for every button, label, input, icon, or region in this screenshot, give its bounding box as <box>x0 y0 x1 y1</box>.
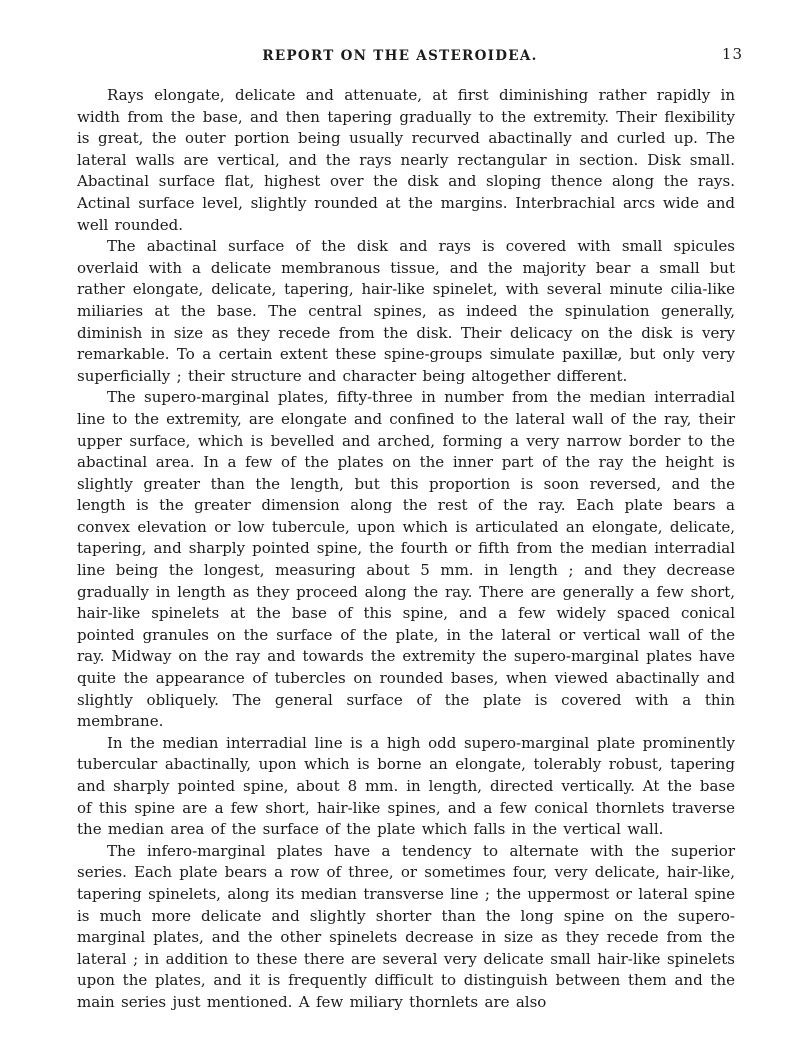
page-header <box>0 45 800 65</box>
paragraph-rays-description: Rays elongate, delicate and attenuate, at first diminishing rather rapidly in width from the base, and then tapering gradually to the extremity. Their flexibility is great, the outer portion being usually recurved abactinally and curled up. The lateral walls are vertical, and the rays nearly rectangular in section. Disk small. Abactinal surface flat, highest over the disk and sloping thence along the rays. Actinal surface level, slightly rounded at the margins. Interbrachial arcs wide and well rounded. <box>77 86 735 234</box>
running-title: REPORT ON THE ASTEROIDEA. <box>262 48 538 64</box>
page-body <box>77 85 735 1014</box>
paragraph-supero-marginal-plates: The supero-marginal plates, fifty-three in number from the median interradial line to the extremity, are elongate and confined to the lateral wall of the ray, their upper surface, which is bevelled and arched, forming a very narrow border to the abactinal area. In a few of the plates on the inner part of the ray the height is slightly greater than the length, but this proportion is soon reversed, and the length is the greater dimension along the rest of the ray. Each plate bears a convex elevation or low tubercule, upon which is articulated an elongate, delicate, tapering, and sharply pointed spine, the fourth or fifth from the median interradial line being the longest, measuring about 5 mm. in length ; and they decrease gradually in length as they proceed along the ray. There are generally a few short, hair-like spinelets at the base of this spine, and a few widely spaced conical pointed granules on the surface of the plate, in the lateral or vertical wall of the ray. Midway on the ray and towards the extremity the supero-marginal plates have quite the appearance of tubercles on rounded bases, when viewed abactinally and slightly obliquely. The general surface of the plate is covered with a thin membrane. <box>77 388 735 731</box>
page-number: 13 <box>721 45 743 63</box>
paragraph-median-interradial-line: In the median interradial line is a high odd supero-marginal plate prominently tubercular abactinally, upon which is borne an elongate, tolerably robust, tapering and sharply pointed spine, about 8 mm. in length, directed vertically. At the base of this spine are a few short, hair-like spines, and a few conical thornlets traverse the median area of the surface of the plate which falls in the vertical wall. <box>77 733 735 839</box>
paragraph-infero-marginal-plates: The infero-marginal plates have a tendency to alternate with the superior series. Each plate bears a row of three, or sometimes four, very delicate, hair-like, tapering spinelets, along its median transverse line ; the uppermost or lateral spine is much more delicate and slightly shorter than the long spine on the supero-marginal plates, and the other spinelets decrease in size as they recede from the lateral ; in addition to these there are several very delicate small hair-like spinelets upon the plates, and it is frequently difficult to distinguish between them and the main series just mentioned. A few miliary thornlets are also <box>77 841 735 1011</box>
paragraph-abactinal-surface: The abactinal surface of the disk and rays is covered with small spicules overlaid with a delicate membranous tissue, and the majority bear a small but rather elongate, delicate, tapering, hair-like spinelet, with several minute cilia-like miliaries at the base. The central spines, as indeed the spinulation generally, diminish in size as they recede from the disk. Their delicacy on the disk is very remarkable. To a certain extent these spine-groups simulate paxillæ, but only very superficially ; their structure and character being altogether different. <box>77 237 735 385</box>
